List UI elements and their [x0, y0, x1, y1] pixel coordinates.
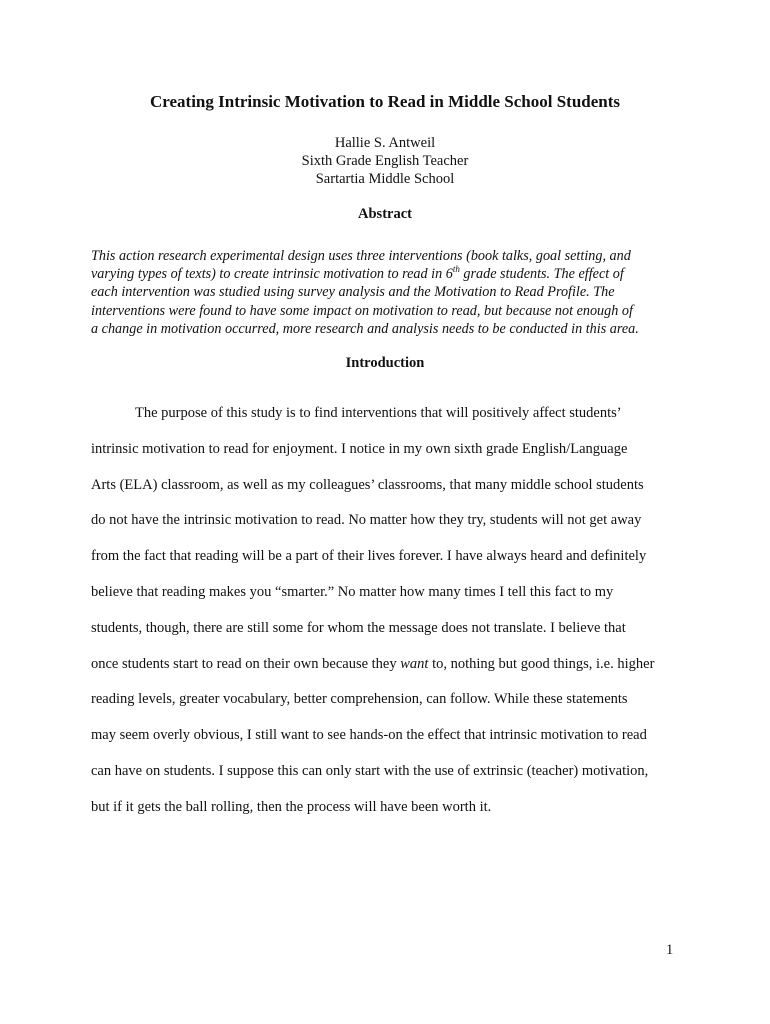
author-position: Sixth Grade English Teacher [301, 153, 469, 169]
abstract-line: a change in motivation occurred, more research and analysis needs to be conducted in this area. [91, 320, 639, 337]
body-line: Arts (ELA) classroom, as well as my colleagues’ classrooms, that many middle school students [91, 476, 644, 493]
body-line [91, 647, 691, 683]
abstract-line: This action research experimental design uses three interventions (book talks, goal setting, and [91, 248, 631, 264]
introduction-heading: Introduction [345, 355, 425, 371]
body-line: from the fact that reading will be a part of their lives forever. I have always heard and definitely [91, 548, 647, 565]
author-block [0, 134, 770, 188]
body-line: may seem overly obvious, I still want to see hands-on the effect that intrinsic motivation to read [91, 727, 647, 744]
introduction-body [91, 396, 691, 826]
body-line: do not have the intrinsic motivation to read. No matter how they try, students will not get away [91, 512, 642, 529]
page-number: 1 [666, 942, 674, 958]
body-line: believe that reading makes you “smarter.” No matter how many times I tell this fact to my [91, 583, 614, 600]
abstract-line [91, 265, 691, 283]
author-name: Hallie S. Antweil [334, 135, 436, 151]
ordinal-superscript: th [452, 264, 460, 275]
abstract-line: each intervention was studied using survey analysis and the Motivation to Read Profile. The [91, 284, 615, 301]
body-text: once students start to read on their own because they [91, 655, 401, 672]
body-line: can have on students. I suppose this can only start with the use of extrinsic (teacher) motivation, [91, 762, 649, 779]
body-line: students, though, there are still some for whom the message does not translate. I believe that [91, 619, 626, 636]
body-line: reading levels, greater vocabulary, better comprehension, can follow. While these statements [91, 691, 628, 708]
body-text: to, nothing but good things, i.e. higher [428, 655, 655, 672]
abstract-heading: Abstract [358, 206, 412, 222]
body-line: intrinsic motivation to read for enjoyment. I notice in my own sixth grade English/Language [91, 440, 628, 457]
abstract-text: grade students. The effect of [459, 266, 624, 283]
emphasis-text: want [400, 655, 429, 672]
paper-title: Creating Intrinsic Motivation to Read in Middle School Students [149, 92, 621, 111]
abstract-line: interventions were found to have some impact on motivation to read, but because not enough of [91, 302, 633, 319]
abstract-text: varying types of texts) to create intrinsic motivation to read in 6 [91, 266, 453, 283]
author-school: Sartartia Middle School [315, 171, 455, 187]
abstract-body [91, 247, 691, 338]
body-line: The purpose of this study is to find interventions that will positively affect students’ [135, 405, 622, 421]
body-line: but if it gets the ball rolling, then the process will have been worth it. [91, 798, 492, 815]
